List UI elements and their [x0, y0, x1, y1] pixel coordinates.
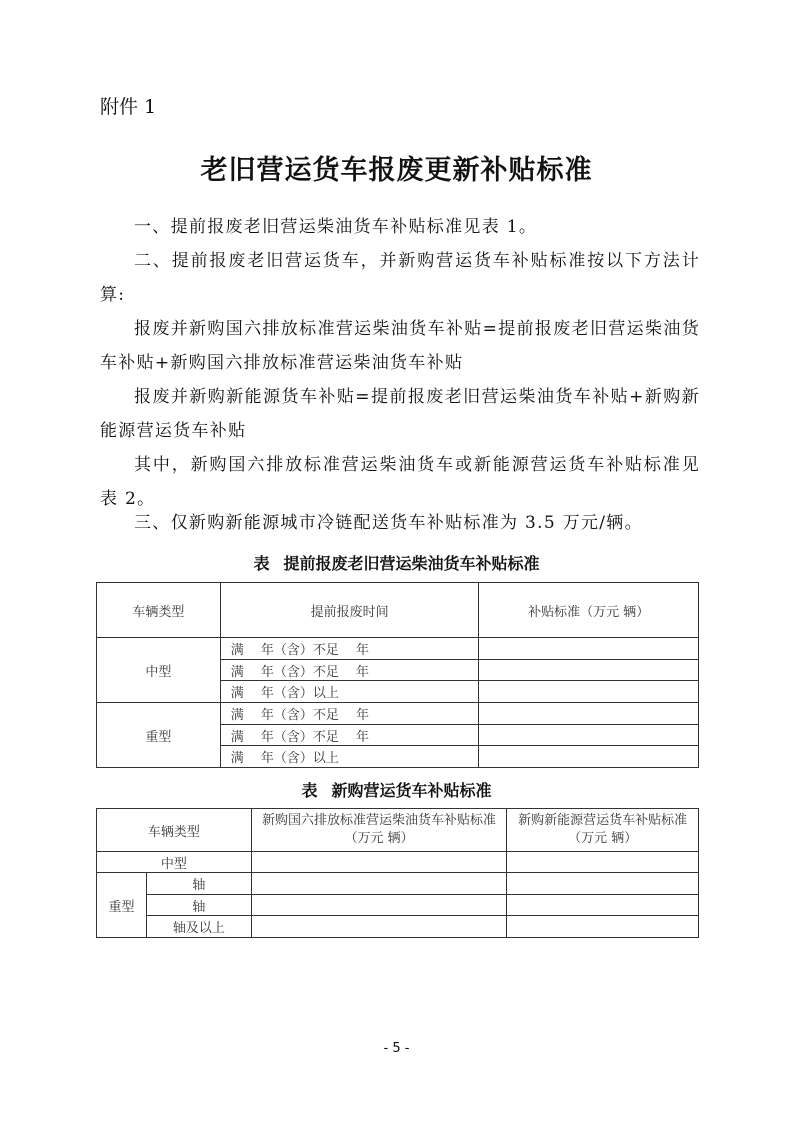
table1-value-cell: [479, 660, 699, 681]
table1-caption-prefix: 表: [253, 554, 270, 573]
table2-axle-cell: 轴: [146, 895, 251, 916]
table2-type-medium: 中型: [97, 852, 252, 873]
document-title: 老旧营运货车报废更新补贴标准: [200, 155, 593, 186]
table2-value-cell: [251, 852, 507, 873]
table2-caption: [0, 778, 793, 801]
table1-value-cell: [479, 681, 699, 703]
attachment-label: 附件 1: [100, 96, 157, 118]
table1-header-standard: 补贴标准（万元 辆）: [479, 583, 699, 638]
table2: [96, 808, 699, 938]
paragraph-6: 三、仅新购新能源城市冷链配送货车补贴标准为 3.5 万元/辆。: [134, 513, 643, 533]
paragraph-5: 其中，新购国六排放标准营运柴油货车或新能源营运货车补贴标准见表 2。: [100, 455, 700, 509]
page-number: - 5 -: [383, 1041, 410, 1056]
paragraph-3: 报废并新购国六排放标准营运柴油货车补贴=提前报废老旧营运柴油货车补贴+新购国六排放标准营运柴油货车补贴: [100, 319, 700, 373]
paragraph-4: 报废并新购新能源货车补贴=提前报废老旧营运柴油货车补贴+新购新能源营运货车补贴: [100, 387, 700, 441]
table1-type-heavy: 重型: [97, 703, 221, 768]
table2-value-cell: [251, 916, 507, 938]
table1-header-time: 提前报废时间: [220, 583, 479, 638]
table2-type-heavy: 重型: [97, 873, 147, 938]
table2-caption-text: 新购营运货车补贴标准: [331, 781, 492, 800]
table2-value-cell: [507, 852, 699, 873]
table2-value-cell: [507, 916, 699, 938]
table2-caption-prefix: 表: [301, 781, 318, 800]
table1-value-cell: [479, 725, 699, 746]
table1-time-cell: 满 年（含）以上: [220, 681, 479, 703]
table2-value-cell: [251, 873, 507, 895]
table1-type-medium: 中型: [97, 638, 221, 703]
table1-time-cell: 满 年（含）不足 年: [220, 725, 479, 746]
table1: [96, 582, 699, 768]
table1-value-cell: [479, 746, 699, 768]
table1-caption: [0, 551, 793, 574]
table2-header-diesel: 新购国六排放标准营运柴油货车补贴标准（万元 辆）: [251, 809, 507, 852]
paragraph-1: 一、提前报废老旧营运柴油货车补贴标准见表 1。: [134, 217, 538, 237]
table2-axle-cell: 轴: [146, 873, 251, 895]
table1-time-cell: 满 年（含）不足 年: [220, 703, 479, 725]
table1-value-cell: [479, 703, 699, 725]
table2-header-new-energy: 新购新能源营运货车补贴标准（万元 辆）: [507, 809, 699, 852]
table2-header-type: 车辆类型: [97, 809, 252, 852]
table1-time-cell: 满 年（含）以上: [220, 746, 479, 768]
table2-value-cell: [507, 873, 699, 895]
table1-time-cell: 满 年（含）不足 年: [220, 660, 479, 681]
table1-header-type: 车辆类型: [97, 583, 221, 638]
paragraph-2: 二、提前报废老旧营运货车，并新购营运货车补贴标准按以下方法计算:: [100, 251, 700, 305]
table2-value-cell: [507, 895, 699, 916]
table1-time-cell: 满 年（含）不足 年: [220, 638, 479, 660]
table2-axle-cell: 轴及以上: [146, 916, 251, 938]
table2-value-cell: [251, 895, 507, 916]
table1-value-cell: [479, 638, 699, 660]
table1-caption-text: 提前报废老旧营运柴油货车补贴标准: [283, 554, 540, 573]
